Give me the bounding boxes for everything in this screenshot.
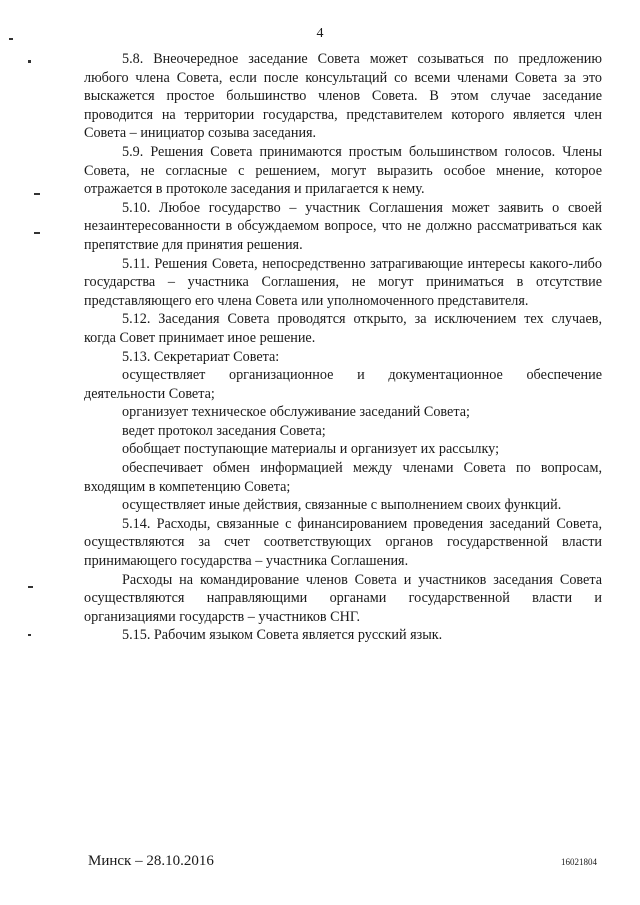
paragraph-5-12: 5.12. Заседания Совета проводятся открыто, за исключением тех случаев, когда Совет принимает иное решение. [84,311,602,346]
scan-mark [28,634,31,636]
paragraph-5-9: 5.9. Решения Совета принимаются простым большинством голосов. Члены Совета, не согласные с решением, могут выразить особое мнение, которое отражается в протоколе заседания и прилагается к нему. [84,143,602,198]
footer-doc-code: 16021804 [561,857,597,867]
scan-mark [34,193,40,195]
paragraph-5-8: 5.8. Внеочередное заседание Совета может созываться по предложению любого члена Совета, если после консультаций со всеми членами Совета за это выскажется простое большинство членов Совета. В этом случае заседание проводится на территории государства, представителем которого является член Совета – инициатор созыва заседания. [84,51,602,142]
paragraph-5-15: 5.15. Рабочим языком Совета является русский язык. [122,627,443,644]
secretariat-duty-4: обобщает поступающие материалы и организует их рассылку; [122,441,500,458]
paragraph-5-13-heading: 5.13. Секретариат Совета: [122,348,280,365]
secretariat-duty-1: осуществляет организационное и документационное обеспечение деятельности Совета; [84,367,602,402]
paragraph-5-14: 5.14. Расходы, связанные с финансированием проведения заседаний Совета, осуществляются за счет соответствующих органов государственной власти принимающего государства – участника Соглашения. [84,515,602,570]
paragraph-5-11: 5.11. Решения Совета, непосредственно затрагивающие интересы какого-либо государства – участника Соглашения, не могут приниматься в отсутствие представляющего его члена Совета или уполномоченного представителя. [84,255,602,309]
scan-mark [28,586,33,588]
paragraph-5-14-expenses: Расходы на командирование членов Совета и участников заседания Совета осуществляются направляющими органами государственной власти и организациями государств – участников СНГ. [84,571,602,625]
secretariat-duty-3: ведет протокол заседания Совета; [122,422,326,439]
secretariat-duty-6: осуществляет иные действия, связанные с выполнением своих функций. [122,497,562,514]
paragraph-5-10: 5.10. Любое государство – участник Соглашения может заявить о своей незаинтересованности в обсуждаемом вопросе, что не должно рассматриваться как препятствие для принятия решения. [84,199,602,253]
scan-mark [28,60,31,63]
footer-place-date: Минск – 28.10.2016 [88,853,214,869]
document-body [84,50,602,645]
scan-mark [34,232,40,234]
secretariat-duty-5: обеспечивает обмен информацией между членами Совета по вопросам, входящим в компетенцию Совета; [84,460,602,495]
scan-mark [9,38,13,40]
secretariat-duty-2: организует техническое обслуживание заседаний Совета; [122,404,470,421]
page-number: 4 [316,26,324,41]
